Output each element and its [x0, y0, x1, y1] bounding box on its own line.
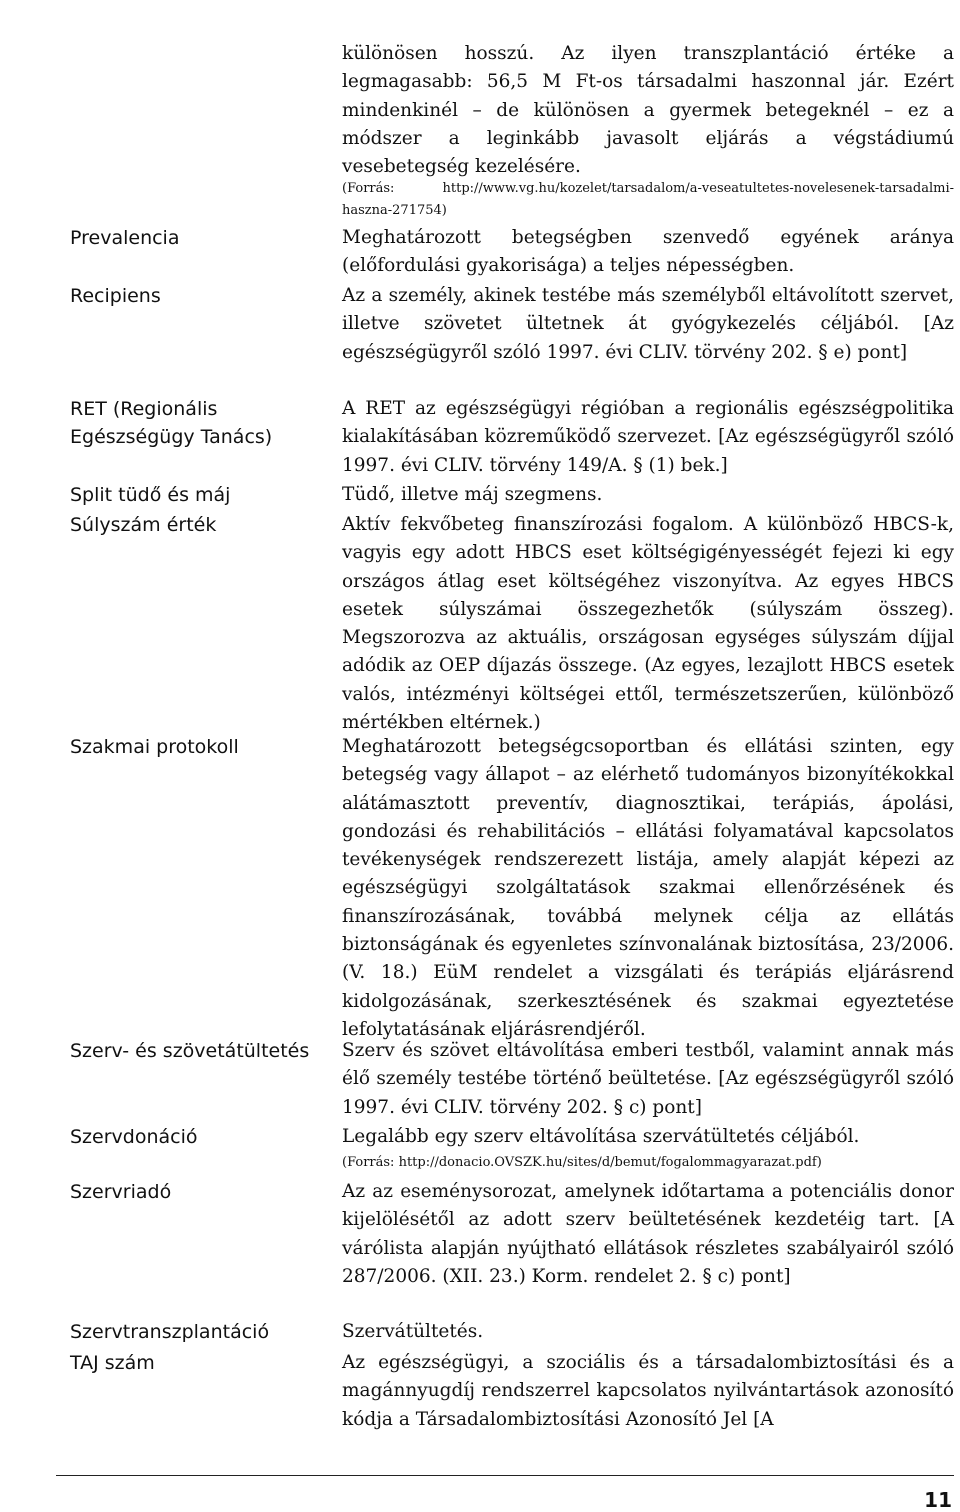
definition-main: Legalább egy szerv eltávolítása szervátültetés céljából.: [342, 1126, 860, 1147]
source-note: (Forrás: http://donacio.OVSZK.hu/sites/d/bemut/fogalommagyarazat.pdf): [342, 1155, 822, 1171]
intro-source-note: (Forrás: http://www.vg.hu/kozelet/tarsadalom/a-veseatultetes-novelesenek-tarsadalmi-haszna-271754): [342, 181, 954, 218]
term-label: Szervtranszplantáció: [70, 1321, 270, 1343]
term-label: Recipiens: [70, 285, 161, 307]
definition-text: Meghatározott betegségcsoportban és ellátási szinten, egy betegség vagy állapot – az elérhető tudományos bizonyítékokkal alátámasztott preventív, diagnosztikai, terápiás, ápolási, gondozási és rehabilitációs – ellátási folyamatával kapcsolatos tevékenységek rendszerezett listája, amely alapját képezi az egészségügyi szolgáltatások szakmai ellenőrzésének és finanszírozásának, továbbá melynek célja az ellátás biztonságának és egyenletes színvonalának biztosítása, 23/2006. (V. 18.) EüM rendelet a vizsgálati és terápiás eljárásrend kidolgozásának, szerkesztésének és szakmai egyeztetése lefolytatásának eljárásrendjéről.: [342, 736, 954, 1040]
definition-text: Az a személy, akinek testébe más személyből eltávolított szervet, illetve szövetet ültetnek át gyógykezelés céljából. [Az egészségügyről szóló 1997. évi CLIV. törvény 202. § e) pont]: [342, 285, 954, 363]
footer-divider: [56, 1475, 954, 1476]
definition-text: Aktív fekvőbeteg finanszírozási fogalom. A különböző HBCS-k, vagyis egy adott HBCS eset költségigényességét fejezi ki egy országos átlag eset költségéhez viszonyítva. Az egyes HBCS esetek súlyszámai összegezhetők (súlyszám összeg). Megszorozva az aktuális, országosan egységes súlyszám díjjal adódik az OEP díjazás összege. (Az egyes, lezajlott HBCS esetek valós, intézményi költségei ettől, természetszerűen, különböző mértékben eltérnek.): [342, 514, 954, 734]
definition-text: Tüdő, illetve máj szegmens.: [342, 484, 603, 505]
definition-text: Szervátültetés.: [342, 1321, 484, 1342]
term-label: Szervdonáció: [70, 1126, 198, 1148]
term-label: Szervriadó: [70, 1181, 172, 1203]
definition-text: A RET az egészségügyi régióban a regionális egészségpolitika kialakításában közreműködő szervezet. [Az egészségügyről szóló 1997. évi CLIV. törvény 149/A. § (1) bek.]: [342, 398, 954, 476]
term-label: Súlyszám érték: [70, 514, 217, 536]
page-number: 11: [924, 1488, 952, 1512]
definition-text: Szerv és szövet eltávolítása emberi testből, valamint annak más élő személy testébe történő beültetése. [Az egészségügyről szóló 1997. évi CLIV. törvény 202. § c) pont]: [342, 1040, 954, 1118]
term-label: TAJ szám: [70, 1352, 155, 1374]
intro-paragraph: különösen hosszú. Az ilyen transzplantáció értéke a legmagasabb: 56,5 M Ft-os társadalmi haszonnal jár. Ezért mindenkinél – de különösen a gyermek betegeknél – ez a módszer a leginkább javasolt eljárás a végstádiumú vesebetegség kezelésére.: [342, 43, 954, 178]
definition-text: Meghatározott betegségben szenvedő egyének aránya (előfordulási gyakorisága) a teljes népességben.: [342, 227, 954, 277]
definition-text: [342, 1123, 954, 1175]
term-label: RET (Regionális Egészségügy Tanács): [70, 398, 273, 449]
definition-text: Az egészségügyi, a szociális és a társadalombiztosítási és a magánnyugdíj rendszerrel kapcsolatos nyilvántartások azonosító kódja a Társadalombiztosítási Azonosító Jel [A: [342, 1352, 954, 1430]
term-label: Prevalencia: [70, 227, 180, 249]
term-label: Split tüdő és máj: [70, 484, 231, 506]
definition-text: Az az eseménysorozat, amelynek időtartama a potenciális donor kijelölésétől az adott szerv beültetésének kezdetéig tart. [A várólista alapján nyújtható ellátások részletes szabályairól szóló 287/2006. (XII. 23.) Korm. rendelet 2. § c) pont]: [342, 1181, 954, 1287]
term-label: Szerv- és szövetátültetés: [70, 1040, 310, 1062]
term-label: Szakmai protokoll: [70, 736, 239, 758]
